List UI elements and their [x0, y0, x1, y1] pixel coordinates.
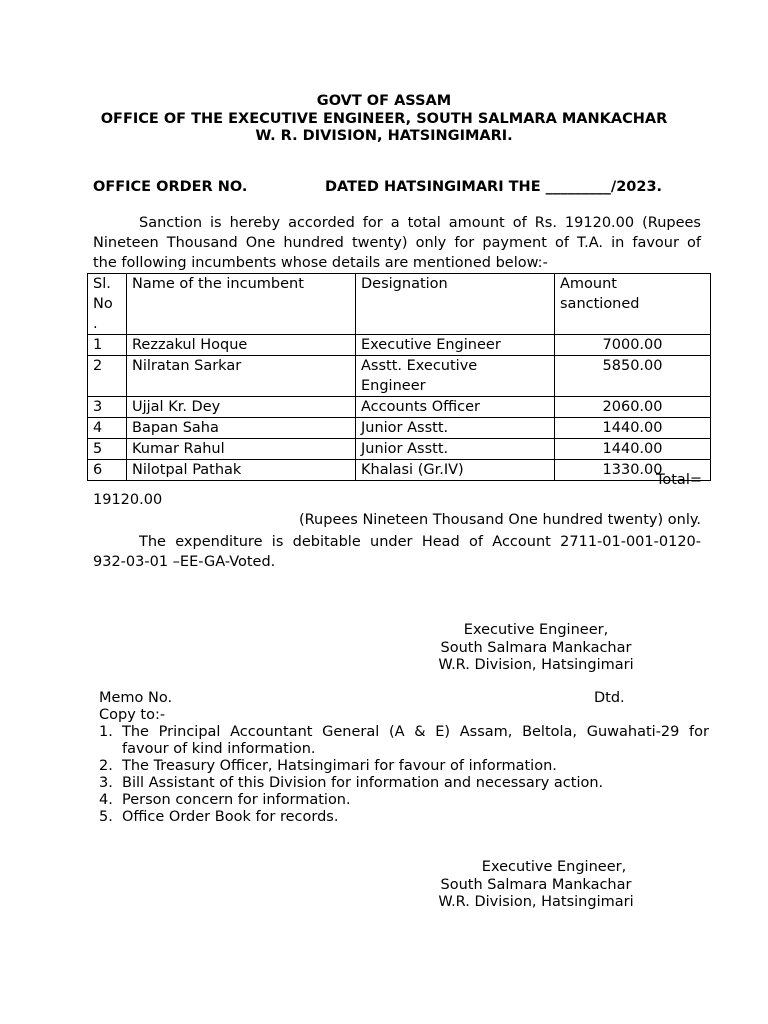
dtd-label: Dtd. [594, 690, 625, 706]
cell-amount: 7000.00 [555, 335, 711, 356]
cell-designation: Asstt. Executive Engineer [356, 356, 555, 397]
signature-office: South Salmara Mankachar [440, 639, 632, 656]
table-row [88, 356, 711, 397]
signature-office: South Salmara Mankachar [440, 876, 632, 893]
table-row [88, 335, 711, 356]
cell-name: Ujjal Kr. Dey [127, 397, 356, 418]
incumbents-table [87, 273, 711, 481]
office-order-no-label: OFFICE ORDER NO. [93, 179, 248, 195]
table-row [88, 397, 711, 418]
signature-title: Executive Engineer, [463, 622, 609, 638]
govt-heading: GOVT OF ASSAM [316, 93, 452, 109]
sanction-paragraph [93, 213, 701, 273]
list-item: 2. The Treasury Officer, Hatsingimari for favour of information. [99, 758, 557, 774]
cell-amount: 1440.00 [555, 418, 711, 439]
expenditure-line-1: The expenditure is debitable under Head of Account 2711-01-001-0120- [139, 534, 701, 550]
cell-name: Rezzakul Hoque [127, 335, 356, 356]
cell-sl: 4 [88, 418, 127, 439]
cell-designation: Khalasi (Gr.IV) [356, 460, 555, 481]
signature-block-1 [418, 622, 654, 675]
signature-block-2 [418, 859, 654, 912]
cell-name: Nilotpal Pathak [127, 460, 356, 481]
table-header-row [88, 274, 711, 335]
list-item: 5. Office Order Book for records. [99, 809, 339, 825]
header-sl-no: Sl. No . [88, 274, 127, 335]
list-item: 1. The Principal Accountant General (A & E) Assam, Beltola, Guwahati-29 for favour of kind information. [99, 724, 709, 757]
total-in-words: (Rupees Nineteen Thousand One hundred twenty) only. [298, 512, 701, 528]
sanction-line-2: Nineteen Thousand One hundred twenty) only for payment of T.A. in favour of [93, 235, 701, 251]
copy-to-label: Copy to:- [99, 707, 166, 723]
header-amount: Amount sanctioned [555, 274, 711, 335]
cell-name: Kumar Rahul [127, 439, 356, 460]
header-designation: Designation [356, 274, 555, 335]
list-item: 3. Bill Assistant of this Division for information and necessary action. [99, 775, 604, 791]
signature-title: Executive Engineer, [481, 859, 627, 875]
cell-sl: 5 [88, 439, 127, 460]
cell-sl: 1 [88, 335, 127, 356]
cell-amount: 2060.00 [555, 397, 711, 418]
cell-designation: Junior Asstt. [356, 439, 555, 460]
signature-division: W.R. Division, Hatsingimari [438, 894, 634, 910]
cell-name: Bapan Saha [127, 418, 356, 439]
cell-sl: 6 [88, 460, 127, 481]
cell-sl: 3 [88, 397, 127, 418]
sanction-line-3: the following incumbents whose details are mentioned below:- [93, 255, 548, 271]
copy-to-list [99, 724, 709, 826]
office-heading: OFFICE OF THE EXECUTIVE ENGINEER, SOUTH SALMARA MANKACHAR [100, 111, 668, 127]
division-heading: W. R. DIVISION, HATSINGIMARI. [255, 128, 513, 144]
cell-amount: 1330.00 [555, 460, 711, 481]
total-label: Total= [655, 472, 702, 488]
table-row [88, 418, 711, 439]
expenditure-line-2: 932-03-01 –EE-GA-Voted. [93, 554, 276, 570]
cell-amount: 5850.00 [555, 356, 711, 397]
cell-name: Nilratan Sarkar [127, 356, 356, 397]
cell-designation: Executive Engineer [356, 335, 555, 356]
cell-designation: Accounts Officer [356, 397, 555, 418]
memo-no-label: Memo No. [99, 690, 173, 706]
signature-division: W.R. Division, Hatsingimari [438, 657, 634, 673]
cell-sl: 2 [88, 356, 127, 397]
cell-amount: 1440.00 [555, 439, 711, 460]
total-value: 19120.00 [93, 492, 163, 508]
table-row [88, 439, 711, 460]
sanction-line-1: Sanction is hereby accorded for a total amount of Rs. 19120.00 (Rupees [139, 215, 701, 231]
dated-label: DATED HATSINGIMARI THE _________/2023. [325, 179, 663, 195]
expenditure-paragraph [93, 532, 701, 572]
list-item: 4. Person concern for information. [99, 792, 351, 808]
cell-designation: Junior Asstt. [356, 418, 555, 439]
header-name: Name of the incumbent [127, 274, 356, 335]
table-row [88, 460, 711, 481]
